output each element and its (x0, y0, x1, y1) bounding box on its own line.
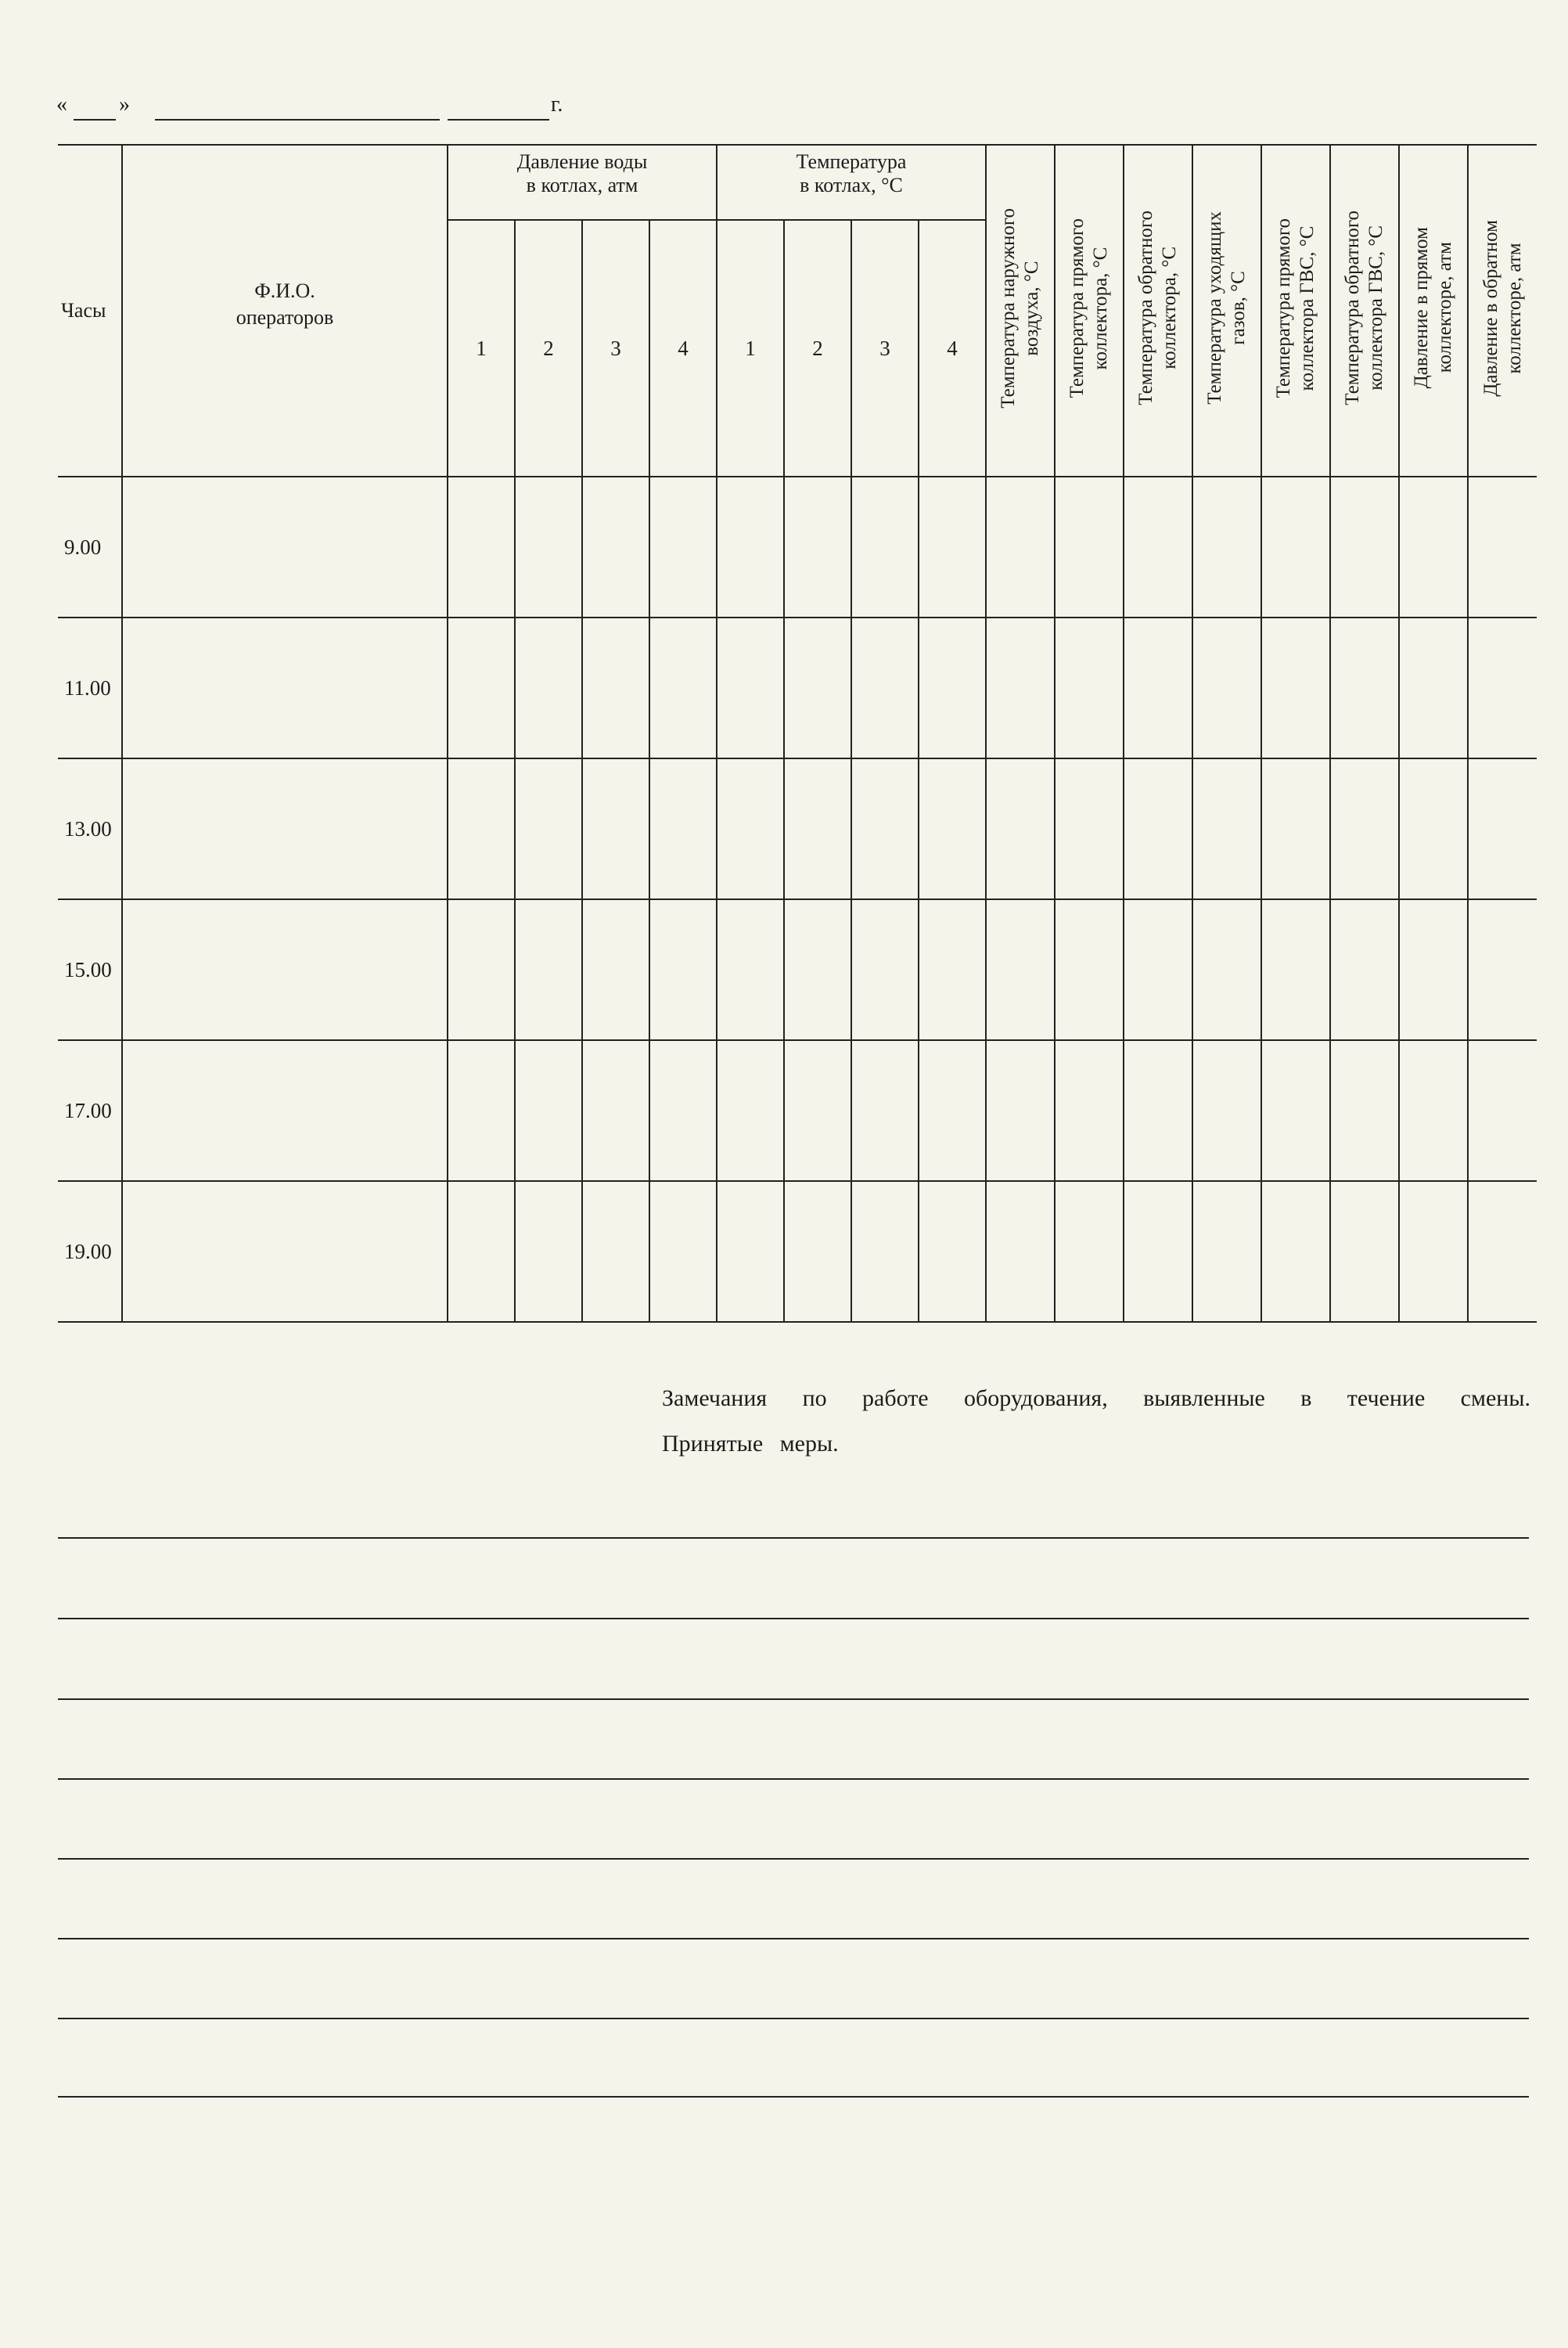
reading-cell[interactable] (1468, 758, 1537, 899)
dhw-return-temp-header (1330, 145, 1399, 477)
reading-cell[interactable] (784, 1040, 851, 1181)
temperature-boiler-3: 3 (851, 220, 919, 477)
reading-cell[interactable] (1124, 1040, 1192, 1181)
day-field[interactable] (74, 119, 116, 121)
time-label: 17.00 (58, 1040, 122, 1181)
reading-cell[interactable] (448, 1181, 515, 1322)
reading-cell[interactable] (1468, 477, 1537, 618)
reading-cell[interactable] (717, 477, 784, 618)
reading-cell[interactable] (919, 1040, 986, 1181)
remarks-line[interactable] (58, 1858, 1529, 1860)
reading-cell[interactable] (1468, 1181, 1537, 1322)
measures-title: Принятые меры. (662, 1431, 839, 1457)
pressure-boiler-4: 4 (649, 220, 717, 477)
reading-cell[interactable] (582, 477, 649, 618)
operators-header (122, 145, 448, 477)
pressure-group-header (448, 145, 717, 220)
reading-cell[interactable] (784, 618, 851, 758)
reading-cell[interactable] (986, 899, 1055, 1040)
reading-cell[interactable] (717, 1181, 784, 1322)
dhw-supply-temp-label: Температура прямого коллектора ГВС, °С (1273, 218, 1318, 398)
reading-cell[interactable] (1399, 1040, 1468, 1181)
reading-cell[interactable] (582, 1040, 649, 1181)
time-row (58, 1040, 1537, 1181)
reading-cell[interactable] (1261, 899, 1330, 1040)
temperature-boiler-2: 2 (784, 220, 851, 477)
outdoor-temp-label: Температура наружного воздуха, °С (998, 207, 1043, 409)
remarks-line[interactable] (58, 1537, 1529, 1539)
reading-cell[interactable] (1261, 1181, 1330, 1322)
reading-cell[interactable] (986, 1181, 1055, 1322)
reading-cell[interactable] (851, 477, 919, 618)
remarks-section (662, 1385, 1530, 1457)
reading-cell[interactable] (986, 477, 1055, 618)
reading-cell[interactable] (1468, 899, 1537, 1040)
hours-header: Часы (58, 145, 122, 477)
remarks-line[interactable] (58, 1938, 1529, 1939)
reading-cell[interactable] (851, 758, 919, 899)
flue-gas-temp-label: Температура уходящих газов, °С (1204, 211, 1250, 405)
reading-cell[interactable] (986, 758, 1055, 899)
remarks-line[interactable] (58, 1778, 1529, 1780)
remarks-line[interactable] (58, 2096, 1529, 2098)
reading-cell[interactable] (1330, 477, 1399, 618)
reading-cell[interactable] (919, 758, 986, 899)
shift-log-table (58, 144, 1537, 1323)
reading-cell[interactable] (1124, 899, 1192, 1040)
reading-cell[interactable] (515, 899, 582, 1040)
reading-cell[interactable] (1399, 1181, 1468, 1322)
operator-name-cell[interactable] (122, 477, 448, 618)
reading-cell[interactable] (919, 477, 986, 618)
reading-cell[interactable] (1192, 477, 1261, 618)
reading-cell[interactable] (1055, 618, 1124, 758)
reading-cell[interactable] (582, 899, 649, 1040)
reading-cell[interactable] (919, 899, 986, 1040)
time-row (58, 1181, 1537, 1322)
reading-cell[interactable] (1124, 1181, 1192, 1322)
reading-cell[interactable] (1055, 1181, 1124, 1322)
reading-cell[interactable] (582, 618, 649, 758)
time-row (58, 618, 1537, 758)
return-collector-temp-label: Температура обратного коллектора, °С (1135, 211, 1181, 405)
supply-collector-temp-label: Температура прямого коллектора, °С (1066, 218, 1112, 398)
pressure-group-label: Давление воды в котлах, атм (516, 150, 648, 196)
year-suffix: г. (551, 92, 563, 117)
temperature-boiler-1: 1 (717, 220, 784, 477)
time-label: 13.00 (58, 758, 122, 899)
quote-open: « (56, 92, 67, 117)
reading-cell[interactable] (851, 899, 919, 1040)
reading-cell[interactable] (851, 1040, 919, 1181)
dhw-return-temp-label: Температура обратного коллектора ГВС, °С (1342, 211, 1387, 405)
reading-cell[interactable] (1330, 618, 1399, 758)
operators-header-label: Ф.И.О. операторов (236, 279, 334, 329)
reading-cell[interactable] (1124, 477, 1192, 618)
reading-cell[interactable] (515, 477, 582, 618)
pressure-boiler-3: 3 (582, 220, 649, 477)
reading-cell[interactable] (1399, 477, 1468, 618)
outdoor-temp-header (986, 145, 1055, 477)
reading-cell[interactable] (448, 758, 515, 899)
reading-cell[interactable] (1192, 1181, 1261, 1322)
reading-cell[interactable] (649, 758, 717, 899)
reading-cell[interactable] (649, 899, 717, 1040)
reading-cell[interactable] (1192, 758, 1261, 899)
reading-cell[interactable] (1192, 618, 1261, 758)
time-row (58, 477, 1537, 618)
operator-name-cell[interactable] (122, 1040, 448, 1181)
reading-cell[interactable] (1330, 1040, 1399, 1181)
reading-cell[interactable] (649, 1181, 717, 1322)
remarks-line[interactable] (58, 1618, 1529, 1619)
operator-name-cell[interactable] (122, 1181, 448, 1322)
reading-cell[interactable] (1330, 758, 1399, 899)
reading-cell[interactable] (1330, 1181, 1399, 1322)
temperature-boiler-4: 4 (919, 220, 986, 477)
reading-cell[interactable] (1399, 899, 1468, 1040)
reading-cell[interactable] (851, 1181, 919, 1322)
time-row (58, 899, 1537, 1040)
reading-cell[interactable] (1261, 1040, 1330, 1181)
reading-cell[interactable] (448, 899, 515, 1040)
time-row (58, 758, 1537, 899)
reading-cell[interactable] (784, 1181, 851, 1322)
supply-pressure-header (1399, 145, 1468, 477)
reading-cell[interactable] (515, 618, 582, 758)
operator-name-cell[interactable] (122, 899, 448, 1040)
reading-cell[interactable] (582, 1181, 649, 1322)
month-field[interactable] (155, 119, 440, 121)
reading-cell[interactable] (1261, 758, 1330, 899)
time-rows (58, 477, 1537, 1322)
reading-cell[interactable] (717, 758, 784, 899)
reading-cell[interactable] (784, 899, 851, 1040)
flue-gas-temp-header (1192, 145, 1261, 477)
reading-cell[interactable] (515, 758, 582, 899)
reading-cell[interactable] (851, 618, 919, 758)
time-label: 9.00 (58, 477, 122, 618)
time-label: 19.00 (58, 1181, 122, 1322)
supply-collector-temp-header (1055, 145, 1124, 477)
reading-cell[interactable] (1192, 899, 1261, 1040)
time-label: 11.00 (58, 618, 122, 758)
reading-cell[interactable] (1468, 618, 1537, 758)
return-pressure-header (1468, 145, 1537, 477)
reading-cell[interactable] (1124, 618, 1192, 758)
reading-cell[interactable] (1399, 618, 1468, 758)
reading-cell[interactable] (784, 477, 851, 618)
operator-name-cell[interactable] (122, 618, 448, 758)
reading-cell[interactable] (1055, 758, 1124, 899)
reading-cell[interactable] (1261, 618, 1330, 758)
reading-cell[interactable] (1261, 477, 1330, 618)
reading-cell[interactable] (649, 1040, 717, 1181)
reading-cell[interactable] (986, 618, 1055, 758)
reading-cell[interactable] (1192, 1040, 1261, 1181)
supply-pressure-label: Давление в прямом коллекторе, атм (1411, 227, 1456, 389)
remarks-line[interactable] (58, 2018, 1529, 2019)
reading-cell[interactable] (448, 477, 515, 618)
reading-cell[interactable] (784, 758, 851, 899)
reading-cell[interactable] (986, 1040, 1055, 1181)
return-collector-temp-header (1124, 145, 1192, 477)
remarks-line[interactable] (58, 1698, 1529, 1700)
temperature-group-label: Температура в котлах, °С (796, 150, 907, 196)
reading-cell[interactable] (649, 477, 717, 618)
reading-cell[interactable] (919, 1181, 986, 1322)
reading-cell[interactable] (717, 899, 784, 1040)
reading-cell[interactable] (448, 618, 515, 758)
quote-close: » (119, 92, 130, 117)
pressure-boiler-2: 2 (515, 220, 582, 477)
reading-cell[interactable] (582, 758, 649, 899)
reading-cell[interactable] (1468, 1040, 1537, 1181)
time-label: 15.00 (58, 899, 122, 1040)
reading-cell[interactable] (1124, 758, 1192, 899)
operator-name-cell[interactable] (122, 758, 448, 899)
remarks-title: Замечания по работе оборудования, выявленные в течение смены. (662, 1385, 1530, 1411)
pressure-boiler-1: 1 (448, 220, 515, 477)
reading-cell[interactable] (1055, 1040, 1124, 1181)
reading-cell[interactable] (515, 1181, 582, 1322)
reading-cell[interactable] (1399, 758, 1468, 899)
reading-cell[interactable] (919, 618, 986, 758)
dhw-supply-temp-header (1261, 145, 1330, 477)
temperature-group-header (717, 145, 986, 220)
reading-cell[interactable] (649, 618, 717, 758)
reading-cell[interactable] (1055, 899, 1124, 1040)
reading-cell[interactable] (717, 618, 784, 758)
year-field[interactable] (448, 119, 549, 121)
reading-cell[interactable] (448, 1040, 515, 1181)
reading-cell[interactable] (1330, 899, 1399, 1040)
reading-cell[interactable] (717, 1040, 784, 1181)
reading-cell[interactable] (1055, 477, 1124, 618)
reading-cell[interactable] (515, 1040, 582, 1181)
return-pressure-label: Давление в обратном коллекторе, атм (1480, 219, 1525, 397)
